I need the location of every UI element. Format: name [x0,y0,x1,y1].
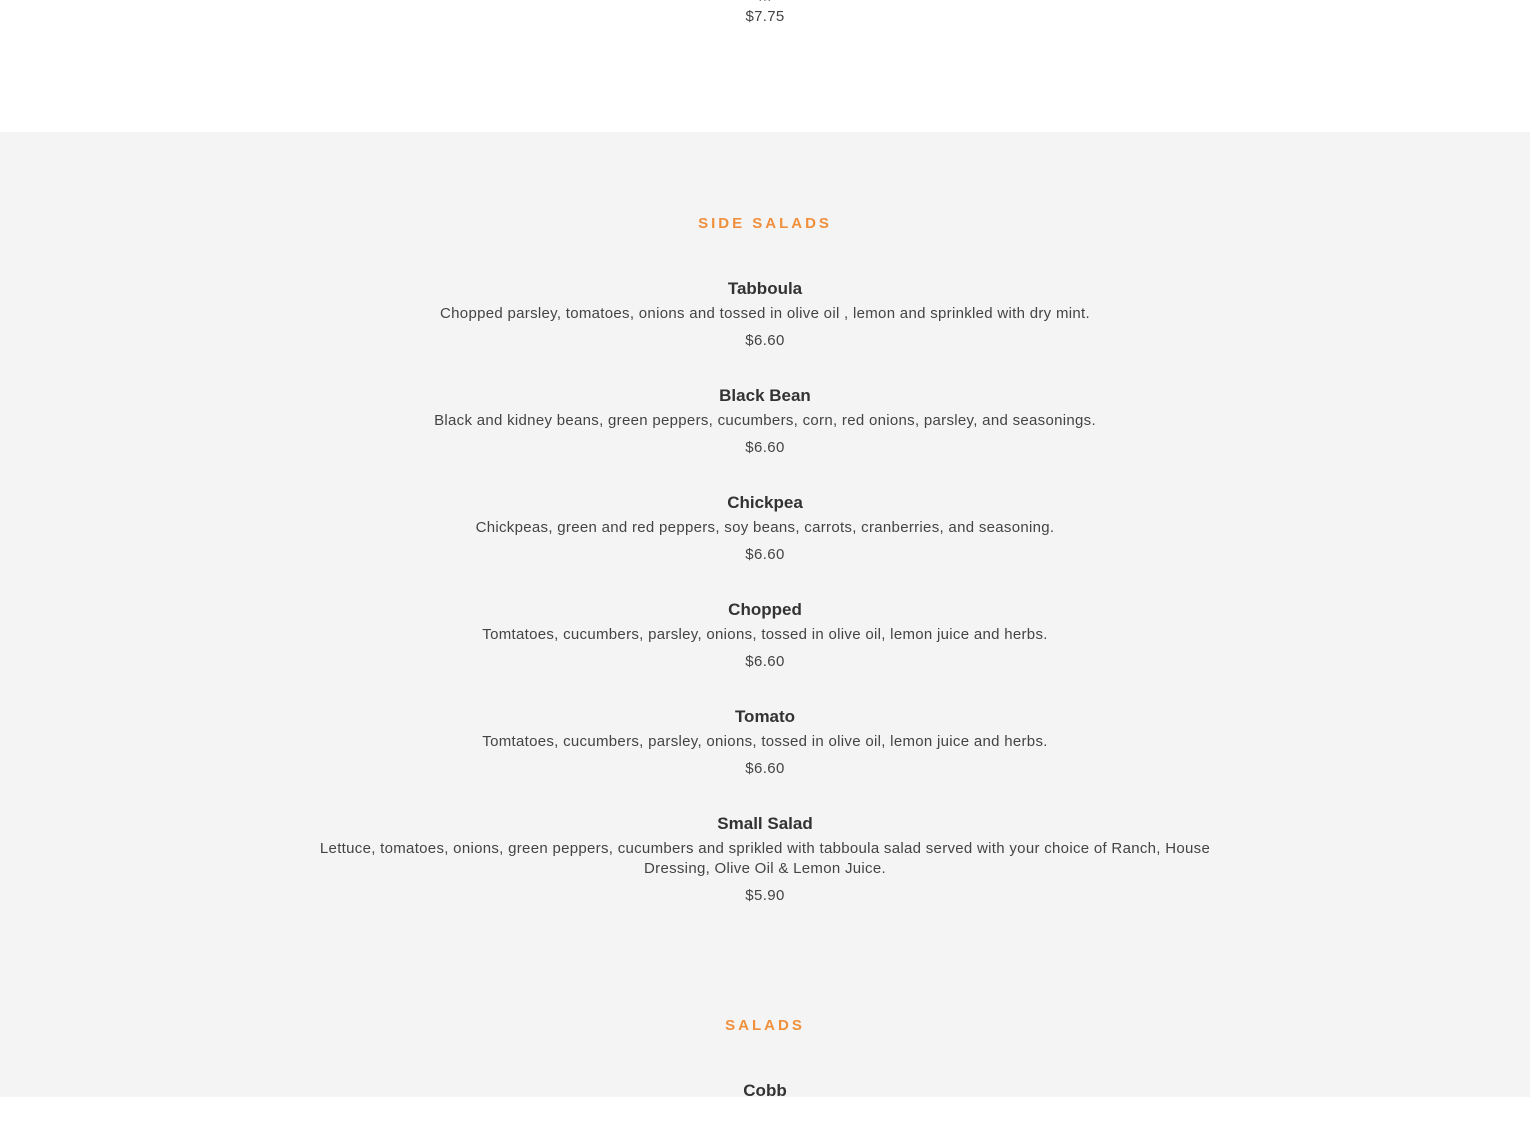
item-name: Cobb [743,1081,787,1100]
item-price: $6.60 [745,332,785,349]
previous-item-description-cut [0,0,1530,5]
item-description: Chopped parsley, tomatoes, onions and tossed in olive oil , lemon and sprinkled with dry mint. [440,305,1090,322]
menu-item-chickpea [0,492,1530,565]
item-price: $5.90 [745,887,785,904]
previous-item-price: $7.75 [745,8,785,25]
menu-item-black-bean [0,385,1530,458]
item-name: Tomato [734,707,796,726]
item-description: Chickpeas, green and red peppers, soy beans, carrots, cranberries, and seasoning. [475,519,1055,536]
menu-item-chopped [0,599,1530,672]
menu-item-tomato [0,706,1530,779]
item-price: $6.60 [745,546,785,563]
item-description: Lettuce, tomatoes, onions, green peppers, cucumbers and sprikled with tabboula salad served with your choice of Ranch, House Dressing, Olive Oil & Lemon Juice. [319,840,1211,877]
item-name: Black Bean [719,386,811,405]
salads-list [0,1080,1530,1136]
item-description: Tomtatoes, cucumbers, parsley, onions, tossed in olive oil, lemon juice and herbs. [482,626,1048,643]
item-name: Chopped [728,600,802,619]
menu-item-tabboula [0,278,1530,351]
item-description: Tomtatoes, cucumbers, parsley, onions, tossed in olive oil, lemon juice and herbs. [482,733,1048,750]
item-price: $6.60 [745,439,785,456]
item-description: Black and kidney beans, green peppers, cucumbers, corn, red onions, parsley, and seasonings. [434,412,1096,429]
item-name: Small Salad [717,814,813,833]
item-price: $6.60 [745,760,785,777]
side-salads-title: SIDE SALADS [698,215,832,232]
item-name: Tabboula [727,279,803,298]
item-price: $6.60 [745,653,785,670]
item-name: Chickpea [727,493,803,512]
salads-title: SALADS [725,1017,805,1034]
menu-item-small-salad [0,813,1530,906]
previous-section-band [0,0,1530,132]
side-salads-list [0,278,1530,940]
menu-item-cobb [0,1080,1530,1102]
